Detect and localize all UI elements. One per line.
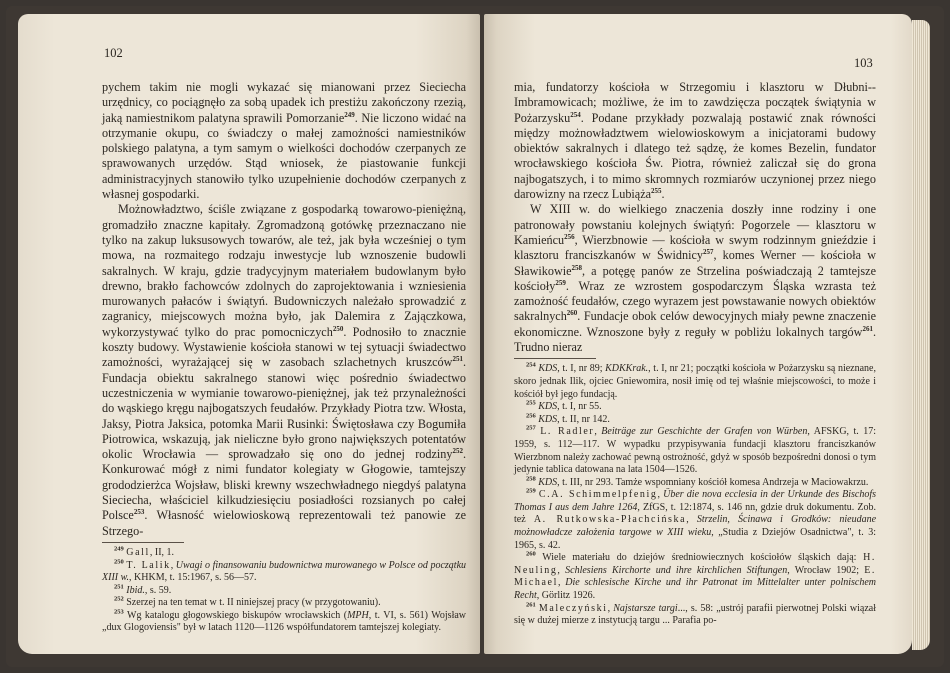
left-footnotes bbox=[102, 547, 466, 635]
footnote-marker: 258 bbox=[526, 475, 536, 483]
text-run: KDS bbox=[538, 363, 558, 375]
text-run: , t. II, nr 142. bbox=[557, 413, 610, 425]
page-edges bbox=[912, 20, 930, 650]
text-run: Gall bbox=[126, 546, 150, 558]
text-run: , bbox=[594, 426, 602, 438]
text-run: H. Neuling bbox=[514, 552, 876, 576]
text-run: Wg katalogu głogowskiego biskupów wrocławskich ( bbox=[123, 609, 348, 621]
text-run: , Wrocław 1902; bbox=[787, 564, 865, 576]
text-run: Ibid. bbox=[126, 584, 145, 596]
text-run: . Fundacja obiektu sakralnego stanowi więc pośrednio świadectwo uczestniczenia w wymianie towarowo-pieniężnej, jak też przynależności do wąskiego kręgu najbogatszych feudałów. Przykłady Piotra tzw. Włosta, Jaksy, Piotra Jaksica, potomka Marii Rusinki: Świętosława czy Bogumiła Piotrowica, wskazują, jak nieliczne było grono największych potentatów okolic Wrocławia — sprowadzało się ono do jednej rodziny bbox=[102, 355, 466, 462]
text-run: Uwagi o finansowaniu budownictwa murowanego w Polsce od początku XIII w. bbox=[102, 559, 467, 584]
footnote-marker: 252 bbox=[452, 447, 463, 456]
footnote-marker: 252 bbox=[114, 595, 124, 603]
text-run: . Trudno nieraz bbox=[514, 324, 876, 355]
footnote-marker: 257 bbox=[703, 248, 714, 257]
paragraph bbox=[514, 202, 876, 355]
text-run: , komes Werner — kościoła w Sławikowie bbox=[514, 248, 876, 278]
footnote bbox=[102, 585, 466, 598]
footnote bbox=[102, 560, 466, 585]
footnote-marker: 250 bbox=[114, 558, 124, 566]
paragraph bbox=[102, 80, 466, 202]
footnote bbox=[514, 603, 876, 628]
footnote-marker: 251 bbox=[452, 355, 463, 364]
text-run: , bbox=[657, 489, 664, 501]
text-run: Schlesiens Kirchorte und ihre kirchlichen Stiftungen bbox=[565, 564, 788, 576]
text-run: Możnowładztwo, ściśle związane z gospodarką towarowo-pieniężną, gromadziło znaczne kapitały. Zgromadzoną gotówkę przeznaczano nie tylko na zakup luksusowych towarów, ale też, jak była wcześniej o tym mowa, na rozmaitego rodzaju inwestycje lub wznoszenie budowli sakralnych. W kraju, gdzie tradycyjnym materiałem budowlanym było drewno, brakło fachowców zdolnych do zaprojektowania i wzniesienia murowanych pałaców i świątyń. Budowniczych należało sprowadzić z zagranicy, miejscowych można było, jak Dalemira z Zajączkowa, wykorzystywać tylko do prac pomocniczych bbox=[102, 202, 466, 339]
text-run: , t. I, nr 21; początki kościoła w Pożarzysku są nieznane, skoro jednak Ilik, ojciec Gniewomira, nosił imię od tej właśnie miejscowości, to może i kościół był jego fundacją. bbox=[514, 363, 876, 400]
text-run: , II, 1. bbox=[149, 546, 175, 558]
right-page bbox=[484, 14, 912, 654]
text-run: . Nie liczono widać na otrzymanie okupu, co świadczy o małej zamożności namiestników polskiego palatyna, a tym samym o wielkości dochodów czerpanych ze sprawowanych urzędów. Stąd wniosek, że piastowanie funkcji administracyjnych stanowiło tylko uzupełnienie dochodów czerpanych z własnej gospodarki. bbox=[102, 110, 466, 202]
left-page bbox=[18, 14, 480, 654]
footnote-marker: 253 bbox=[133, 508, 145, 517]
text-run: , bbox=[557, 564, 566, 576]
text-run: , bbox=[170, 559, 176, 571]
text-run: Maleczyński bbox=[538, 602, 608, 614]
text-run: , t. III, nr 293. Tamże wspomniany kościół komesa Andrzeja w Maciowakrzu. bbox=[557, 476, 869, 488]
footnote-marker: 253 bbox=[114, 608, 124, 616]
text-run: L. Radler bbox=[540, 426, 595, 438]
text-run: , a potęgę panów ze Strzelina poświadczają 2 tamtejsze kościoły bbox=[514, 263, 876, 293]
footnote-separator bbox=[514, 358, 596, 359]
text-run: E. Michael bbox=[514, 564, 877, 589]
text-run: Strzelin, Ścinawa i Grodków: nieudane możnowładcze założenia targowe w XIII wieku bbox=[514, 514, 877, 539]
open-book bbox=[6, 6, 944, 667]
text-run: KDS bbox=[538, 476, 558, 488]
text-run: KDS bbox=[538, 401, 558, 413]
footnote bbox=[102, 610, 466, 635]
footnote-marker: 250 bbox=[332, 324, 344, 333]
text-run: Die schlesische Kirche und ihr Patronat im Mittelalter unter polnischem Recht bbox=[514, 577, 876, 602]
text-run: pychem takim nie mogli wykazać się mianowani przez Sieciecha urzędnicy, co pociągnęło za sobą upadek ich prestiżu zakończony rzezią, jaką namiestnikom palatyna sprawili Pomorzanie bbox=[102, 80, 466, 125]
footnote bbox=[514, 477, 876, 490]
text-run: Wiele materiału do dziejów średniowiecznych kościołów śląskich dają: bbox=[535, 552, 864, 564]
footnote bbox=[102, 547, 466, 560]
footnote bbox=[514, 552, 876, 602]
footnote-marker: 259 bbox=[555, 278, 566, 287]
text-run: ..., s. 58: „ustrój parafii pierwotnej Polski wiązał się w dużej mierze z instytucją targu ... Parafia po- bbox=[514, 602, 876, 627]
right-footnotes bbox=[514, 363, 876, 627]
text-run: A. Rutkowska-Płachcińska bbox=[533, 514, 687, 526]
text-run: , t. VI, s. 561) Wojsław „dux Glogoviensis" był w latach 1120—1126 współfundatorem tamtejszej kolegiaty. bbox=[102, 609, 467, 634]
text-run: . Własność wielowioskową reprezentowali też panowie ze Strzego- bbox=[102, 508, 466, 538]
footnote-marker: 254 bbox=[526, 362, 536, 370]
right-body-text bbox=[514, 80, 876, 355]
text-run: , bbox=[557, 577, 566, 589]
footnote bbox=[514, 401, 876, 414]
footnote-marker: 261 bbox=[526, 601, 536, 609]
text-run: KDS bbox=[538, 413, 558, 425]
right-page-content bbox=[514, 80, 876, 628]
text-run: Über die nova ecclesia in der Urkunde des Bischofs Thomas I aus dem Jahre 1264 bbox=[514, 489, 877, 513]
text-run: , t. I, nr 89; bbox=[557, 363, 606, 375]
text-run: . Konkurować mógł z nimi fundator kolegiaty w Głogowie, tamtejszy grododzierżca Wojsław, bliski krewny wszechwładnego niegdyś palatyna Sieciecha, właściciel kilkudziesięciu posiadłości rozsianych po całej Polsce bbox=[102, 447, 466, 523]
page-number-left: 102 bbox=[104, 46, 123, 60]
text-run: MPH bbox=[347, 609, 369, 621]
footnote bbox=[514, 426, 876, 476]
text-run: . Podane przykłady pozwalają postawić znak równości między możnowładztwem wielowioskowym a inicjatorami budowy obiektów sakralnych i dlatego też sądzę, że komes Bezelin, fundator wrocławskiego kościoła Św. Piotra, również zaliczał się do grona najbogatszych, i to mimo skromnych rozmiarów uczynionej przez niego darowizny na rzecz Lubiąża bbox=[514, 110, 876, 202]
text-run: , AFSKG, t. 17: 1959, s. 112—117. W wypadku przypisywania fundacji klasztoru franciszkanów Wierzbnom należy zachować pewną ostrożność, gdyż w sposób bezpośredni donosi o tym jedynie tablica datowana na lata 1504—1526. bbox=[514, 426, 877, 476]
text-run: . Wraz ze wzrostem gospodarczym Śląska wzrasta też zamożność feudałów, czego wyrazem jest powstawanie nowych obiektów sakralnych bbox=[514, 278, 876, 324]
footnote-marker: 255 bbox=[651, 187, 662, 196]
footnote-marker: 249 bbox=[344, 110, 355, 119]
footnote bbox=[514, 363, 876, 401]
footnote-marker: 261 bbox=[862, 324, 873, 333]
text-run: mia, fundatorzy kościoła w Strzegomiu i klasztoru w Dłubni--Imbramowicach; możliwe, że im to zawdzięcza początek świątynia w Pożarzysku bbox=[514, 80, 876, 125]
text-run: W XIII w. do wielkiego znaczenia doszły inne rodziny i one patronowały powstaniu kolejnych świątyń: Pogorzele — klasztoru w Kamieńcu bbox=[514, 202, 876, 247]
text-run: , ZfGS, t. 12:1874, s. 146 nn, gdzie druk dokumentu. Zob. też bbox=[514, 501, 876, 526]
footnote-marker: 256 bbox=[564, 232, 575, 241]
paragraph bbox=[102, 202, 466, 539]
footnote bbox=[102, 597, 466, 610]
text-run: . Fundacje obok celów dewocyjnych miały pewne znaczenie ekonomiczne. Wznoszone były z reguły w pobliżu lokalnych targów bbox=[514, 309, 876, 339]
footnote-marker: 260 bbox=[526, 550, 536, 558]
text-run: , Görlitz 1926. bbox=[536, 590, 596, 602]
footnote-marker: 251 bbox=[114, 583, 124, 591]
paragraph bbox=[514, 80, 876, 202]
text-run: , t. I, nr 55. bbox=[557, 401, 602, 413]
footnote-marker: 258 bbox=[571, 263, 583, 272]
page-number-right: 103 bbox=[854, 56, 873, 70]
text-run: KDKKrak. bbox=[605, 363, 649, 375]
text-run: . bbox=[661, 187, 665, 202]
footnote-separator bbox=[102, 542, 184, 543]
text-run: , bbox=[607, 602, 614, 614]
text-run: , „Studia z Dziejów Osadnictwa", t. 3: 1965, s. 42. bbox=[514, 527, 877, 551]
text-run: . Podnosiło to znacznie koszty budowy. Wystawienie kościoła stanowi w tej sytuacji świadectwo zamożności, wyrażającej się w zasobach szlachetnych kruszców bbox=[102, 324, 466, 370]
footnote-marker: 260 bbox=[566, 309, 578, 318]
text-run: Najstarsze targi bbox=[613, 602, 678, 614]
footnote-marker: 254 bbox=[570, 110, 581, 119]
left-body-text bbox=[102, 80, 466, 539]
footnote-marker: 257 bbox=[526, 424, 536, 432]
text-run: T. Lalik bbox=[126, 559, 171, 571]
footnote bbox=[514, 414, 876, 427]
footnote bbox=[514, 489, 876, 552]
text-run: , KHKM, t. 15:1967, s. 56—57. bbox=[129, 572, 257, 584]
text-run: Beiträge zur Geschichte der Grafen von Würben bbox=[601, 426, 808, 438]
text-run: , s. 59. bbox=[144, 584, 172, 596]
text-run: , bbox=[686, 514, 697, 526]
text-run: Szerzej na ten temat w t. II niniejszej pracy (w przygotowaniu). bbox=[123, 597, 381, 609]
footnote-marker: 259 bbox=[526, 487, 536, 495]
footnote-marker: 249 bbox=[114, 545, 124, 553]
text-run: C.A. Schimmelpfenig bbox=[538, 489, 658, 501]
text-run: , Wierzbnowie — kościoła w swym rodzinnym gnieździe i klasztoru franciszkanów w Świdnicy bbox=[514, 232, 876, 263]
footnote-marker: 256 bbox=[526, 412, 536, 420]
footnote-marker: 255 bbox=[526, 399, 536, 407]
left-page-content bbox=[102, 80, 466, 635]
